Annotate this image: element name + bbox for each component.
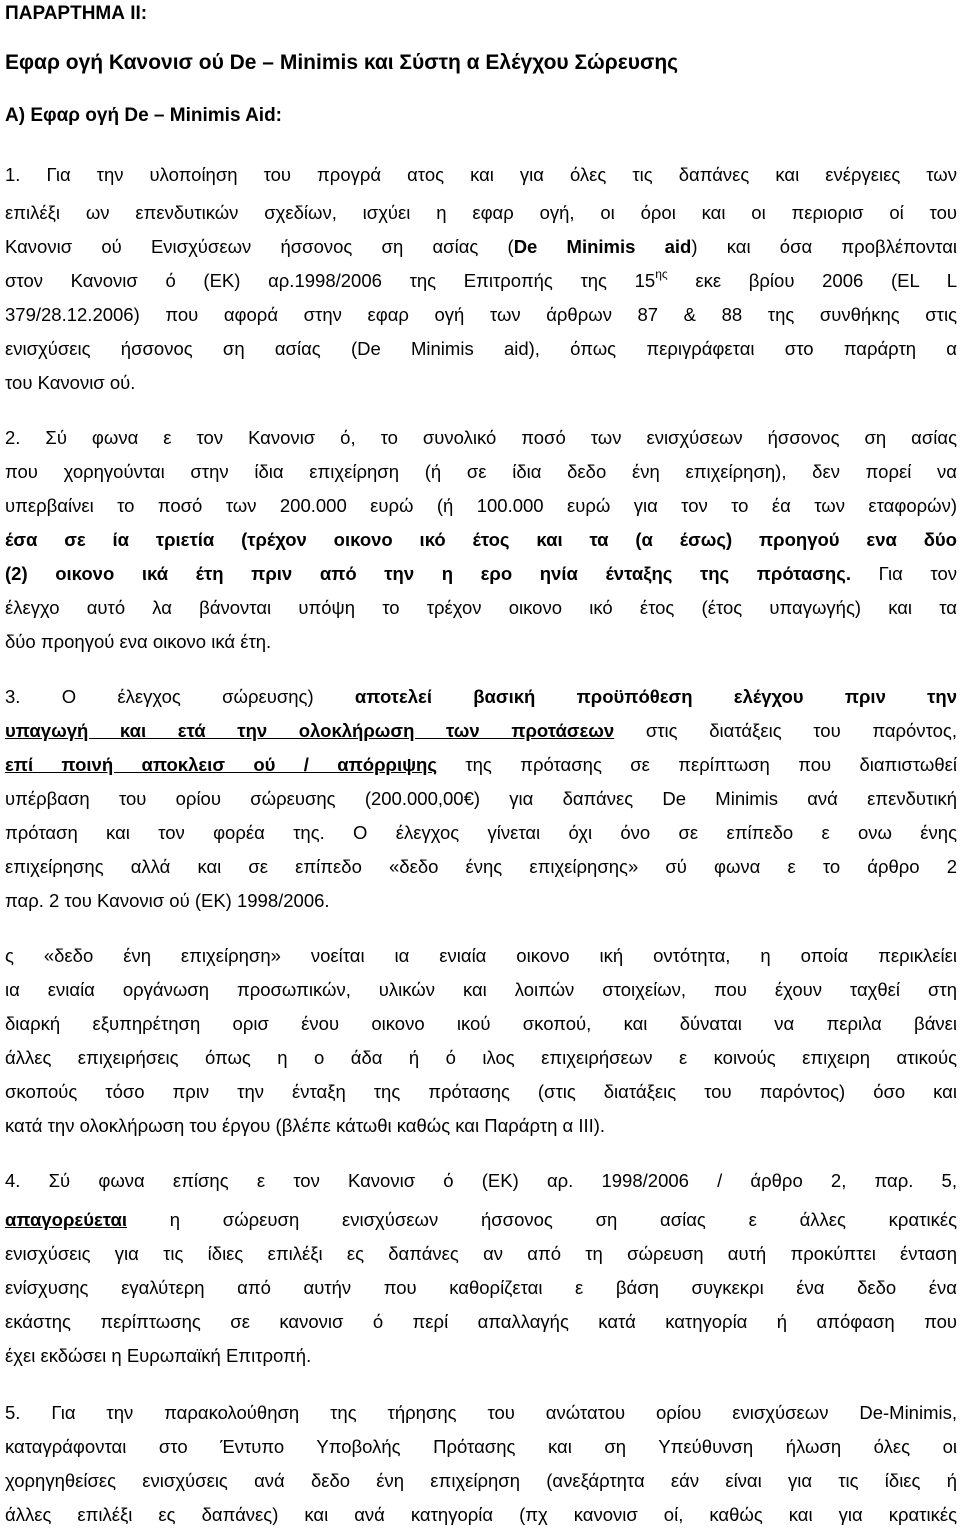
p2-line5 <box>5 563 957 585</box>
p5-line3: ενισχύσεις για τις ίδιες επιλέξι ες δαπάνες αν από τη σώρευση αυτή προκύπτει ένταση <box>5 1243 957 1264</box>
p6-line3: χορηγηθείσες ενισχύσεις ανά δεδο ένη επιχείρηση (ανεξάρτητα εάν είναι για τις ίδιες ή <box>5 1470 957 1491</box>
p3-line2 <box>5 720 957 742</box>
p5-line4: ενίσχυσης εγαλύτερη από αυτήν που καθορίζεται ε βάση συγκεκρι ένα δεδο ένα <box>5 1277 957 1298</box>
p2-l5a: (2) οικονο ικά έτη πριν από την η ερο ηνία ένταξης της πρότασης. <box>5 563 851 584</box>
p3-l2a: υπαγωγή και ετά την ολοκλήρωση των προτάσεων <box>5 720 615 741</box>
p1-l4sup: ης <box>655 270 668 281</box>
p5-line1: 4. Σύ φωνα επίσης ε τον Κανονισ ό (ΕΚ) αρ. 1998/2006 / άρθρο 2, παρ. 5, <box>5 1170 957 1191</box>
p4-line6: κατά την ολοκλήρωση του έργου (βλέπε κάτωθι καθώς και Παράρτη α ΙΙΙ). <box>5 1115 606 1136</box>
p3-line7: παρ. 2 του Κανονισ ού (ΕΚ) 1998/2006. <box>5 890 330 911</box>
p4-line5: σκοπούς τόσο πριν την ένταξη της πρότασης (στις διατάξεις του παρόντος) όσο και <box>5 1081 957 1102</box>
p4-line3: διαρκή εξυπηρέτηση ορισ ένου οικονο ικού σκοπού, και δύναται να περιλα βάνει <box>5 1013 957 1034</box>
p5-line5: εκάστης περίπτωσης σε κανονισ ό περί απαλλαγής κατά κατηγορία ή απόφαση που <box>5 1311 957 1332</box>
p2-l5b: Για τον <box>850 563 957 584</box>
p2-line1: 2. Σύ φωνα ε τον Κανονισ ό, το συνολικό ποσό των ενισχύσεων ήσσονος ση ασίας <box>5 427 957 448</box>
p1-l3c: ) και όσα προβλέπονται <box>691 236 957 257</box>
p3-line4: υπέρβαση του ορίου σώρευσης (200.000,00€) για δαπάνες De Minimis ανά επενδυτική <box>5 788 957 809</box>
p1-line6: ενισχύσεις ήσσονος ση ασίας (De Minimis aid), όπως περιγράφεται στο παράρτη α <box>5 338 957 359</box>
p1-l3b: De Minimis aid <box>513 236 692 257</box>
p1-line4 <box>5 270 957 292</box>
p3-line3 <box>5 754 957 776</box>
p4-line2: ια ενιαία οργάνωση προσωπικών, υλικών και λοιπών στοιχείων, που έχουν ταχθεί στη <box>5 979 957 1000</box>
p5-l2b: η σώρευση ενισχύσεων ήσσονος ση ασίας ε άλλες κρατικές <box>127 1209 957 1230</box>
p3-l1a: 3. Ο έλεγχος σώρευσης) <box>5 686 355 707</box>
p6-line1: 5. Για την παρακολούθηση της τήρησης του ανώτατου ορίου ενισχύσεων De-Minimis, <box>5 1402 957 1423</box>
p1-l3a: Κανονισ ού Ενισχύσεων ήσσονος ση ασίας ( <box>5 236 514 257</box>
p1-line7: του Κανονισ ού. <box>5 372 136 393</box>
p2-line2: που χορηγούνται στην ίδια επιχείρηση (ή σε ίδια δεδο ένη επιχείρηση), δεν πορεί να <box>5 461 957 482</box>
p4-line1: ς «δεδο ένη επιχείρηση» νοείται ια ενιαία οικονο ική οντότητα, η οποία περικλείει <box>5 945 957 966</box>
p3-l2b: στις διατάξεις του παρόντος, <box>614 720 957 741</box>
p3-l3b: της πρότασης σε περίπτωση που διαπιστωθεί <box>436 754 957 775</box>
p3-l3a: επί ποινή αποκλεισ ού / απόρριψης <box>5 754 437 775</box>
p3-line6: επιχείρησης αλλά και σε επίπεδο «δεδο ένης επιχείρησης» σύ φωνα ε το άρθρο 2 <box>5 856 957 877</box>
p2-line3: υπερβαίνει το ποσό των 200.000 ευρώ (ή 100.000 ευρώ για τον το έα των εταφορών) <box>5 495 957 516</box>
p1-l4a: στον Κανονισ ό (ΕΚ) αρ.1998/2006 της Επιτροπής της 15 <box>5 270 656 291</box>
document-title: Εφαρ ογή Κανονισ ού De – Minimis και Σύστη α Ελέγχου Σώρευσης <box>5 52 679 74</box>
p2-line7: δύο προηγού ενα οικονο ικά έτη. <box>5 631 272 652</box>
section-a-heading: Α) Εφαρ ογή De – Minimis Aid: <box>5 105 283 126</box>
p6-line2: καταγράφονται στο Έντυπο Υποβολής Πρότασης και ση Υπεύθυνση ήλωση όλες οι <box>5 1436 957 1457</box>
p4-line4: άλλες επιχειρήσεις όπως η ο άδα ή ό ιλος επιχειρήσεων ε κοινούς επιχειρη ατικούς <box>5 1047 957 1068</box>
p5-line2 <box>5 1209 957 1231</box>
p1-line1: 1. Για την υλοποίηση του προγρά ατος και για όλες τις δαπάνες και ενέργειες των <box>5 164 957 185</box>
p1-l4b: εκε βρίου 2006 (EL L <box>667 270 957 291</box>
p5-line6: έχει εκδώσει η Ευρωπαϊκή Επιτροπή. <box>5 1345 312 1366</box>
p2-line6: έλεγχο αυτό λα βάνονται υπόψη το τρέχον οικονο ικό έτος (έτος υπαγωγής) και τα <box>5 597 957 618</box>
annex-heading: ΠΑΡΑΡΤΗΜΑ ΙΙ: <box>5 3 148 24</box>
p6-line4: άλλες επιλέξι ες δαπάνες) και ανά κατηγορία (πχ κανονισ οί, καθώς και για κρατικές <box>5 1504 957 1525</box>
p3-l1b: αποτελεί βασική προϋπόθεση ελέγχου πριν την <box>354 686 957 707</box>
p3-line5: πρόταση και τον φορέα της. Ο έλεγχος γίνεται όχι όνο σε επίπεδο ε ονω ένης <box>5 822 957 843</box>
p3-line1 <box>5 686 957 708</box>
p5-l2a: απαγορεύεται <box>5 1209 128 1230</box>
p1-line2: επιλέξι ων επενδυτικών σχεδίων, ισχύει η εφαρ ογή, οι όροι και οι περιορισ οί του <box>5 202 957 223</box>
p2-line4: έσα σε ία τριετία (τρέχον οικονο ικό έτος και τα (α έσως) προηγού ενα δύο <box>5 529 957 550</box>
p1-line3 <box>5 236 957 258</box>
p1-line5: 379/28.12.2006) που αφορά στην εφαρ ογή των άρθρων 87 & 88 της συνθήκης στις <box>5 304 957 325</box>
